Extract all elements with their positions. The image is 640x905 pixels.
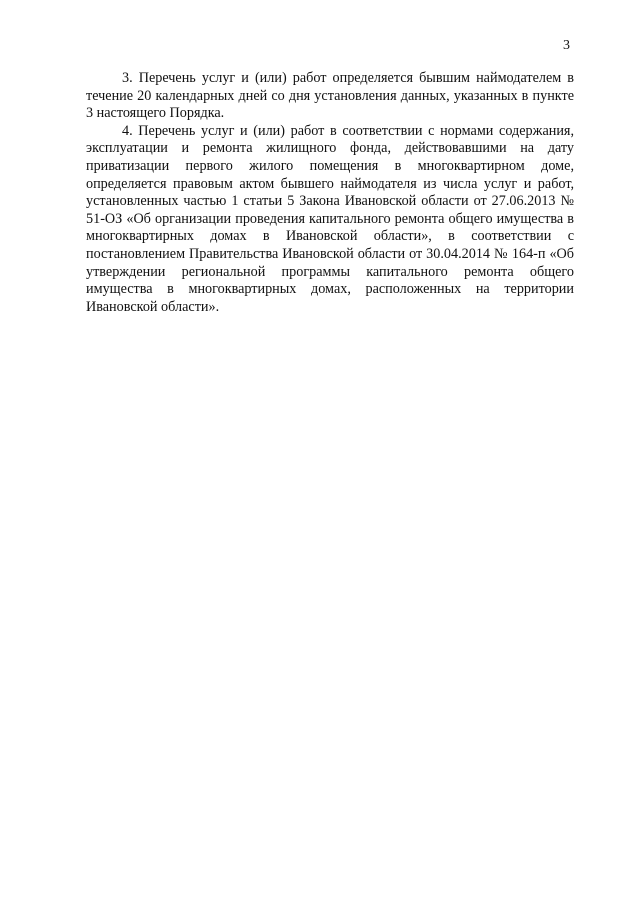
page-number: 3 xyxy=(563,38,570,53)
paragraph-3: 3. Перечень услуг и (или) работ определяется бывшим наймодателем в течение 20 календарных дней со дня установления данных, указанных в пункте 3 настоящего Порядка. xyxy=(86,70,574,122)
paragraph-4: 4. Перечень услуг и (или) работ в соответствии с нормами содержания, эксплуатации и ремонта жилищного фонда, действовавшими на дату приватизации первого жилого помещения в многоквартирном доме, определяется правовым актом бывшего наймодателя из числа услуг и работ, установленных частью 1 статьи 5 Закона Ивановской области от 27.06.2013 № 51-ОЗ «Об организации проведения капитального ремонта общего имущества в многоквартирных домах в Ивановской области», в соответствии с постановлением Правительства Ивановской области от 30.04.2014 № 164-п «Об утверждении региональной программы капитального ремонта общего имущества в многоквартирных домах, расположенных на территории Ивановской области». xyxy=(86,122,574,315)
document-body xyxy=(86,70,574,316)
